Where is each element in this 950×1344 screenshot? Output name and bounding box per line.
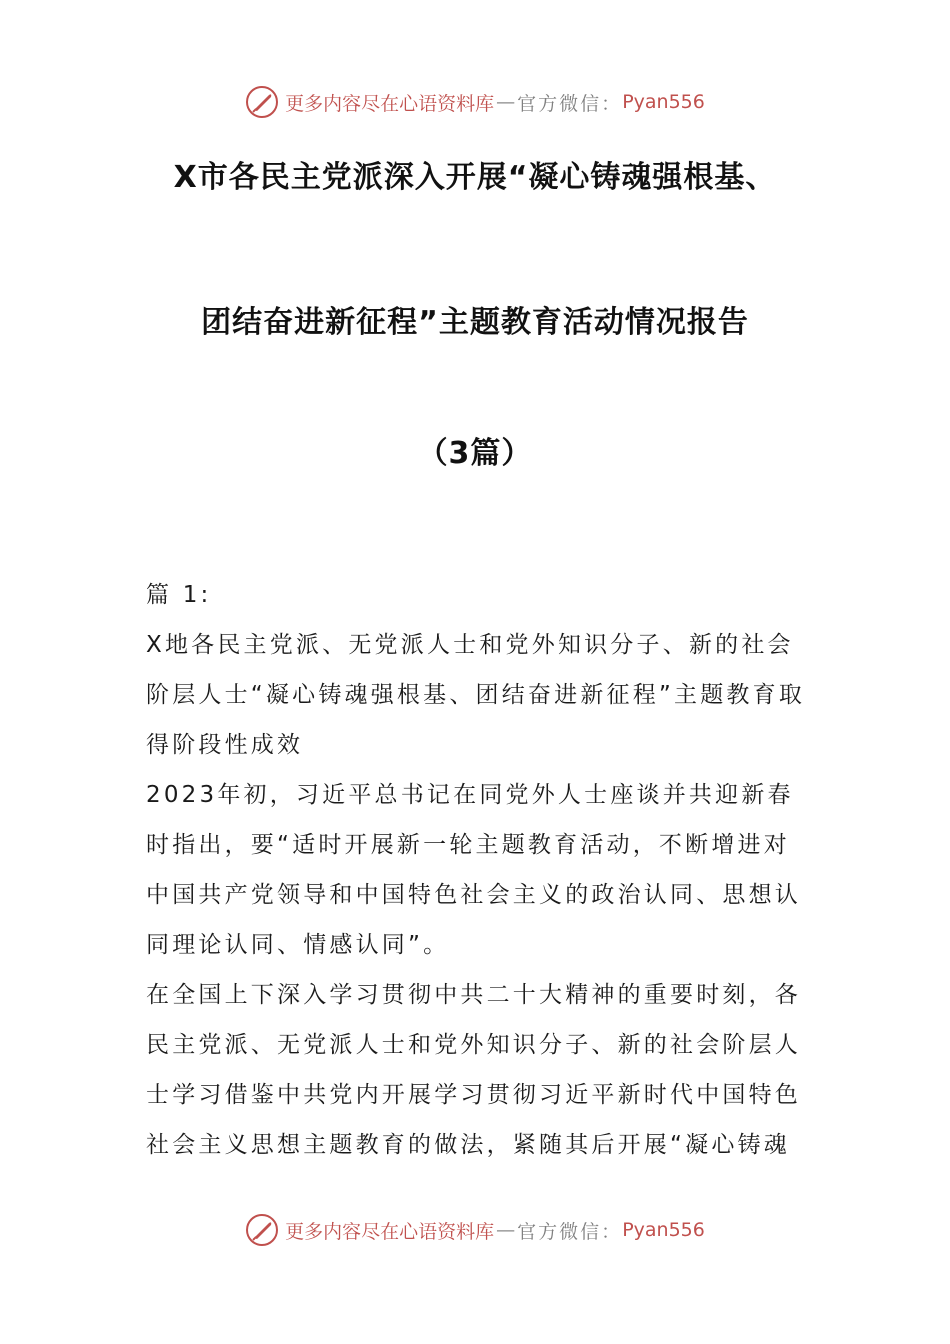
section-label: 篇 1: xyxy=(146,582,212,608)
document-title-line-2: 团结奋进新征程”主题教育活动情况报告 xyxy=(201,305,749,340)
body-paragraph-1: 2023年初，习近平总书记在同党外人士座谈并共迎新春时指出，要“适时开展新一轮主题教育活动，不断增进对中国共产党领导和中国特色社会主义的政治认同、思想认同理论认同、情感认同”。 xyxy=(146,782,801,958)
watermark-separator: — xyxy=(496,1219,516,1241)
watermark-separator: — xyxy=(496,91,516,113)
section-heading: X地各民主党派、无党派人士和党外知识分子、新的社会阶层人士“凝心铸魂强根基、团结奋进新征程”主题教育取得阶段性成效 xyxy=(146,632,806,758)
body-paragraph-2: 在全国上下深入学习贯彻中共二十大精神的重要时刻，各民主党派、无党派人士和党外知识分子、新的社会阶层人士学习借鉴中共党内开展学习贯彻习近平新时代中国特色社会主义思想主题教育的做法，紧随其后开展“凝心铸魂 xyxy=(146,982,801,1158)
header-watermark xyxy=(0,82,950,122)
document-title-line-3: （3篇） xyxy=(417,436,533,471)
quill-pen-logo-icon xyxy=(245,85,279,119)
footer-watermark xyxy=(0,1210,950,1250)
watermark-wechat-id: Pyan556 xyxy=(622,91,705,113)
watermark-label: 官方微信： xyxy=(517,1220,623,1243)
document-body xyxy=(146,570,810,1170)
watermark-label: 官方微信： xyxy=(517,92,623,115)
quill-pen-logo-icon xyxy=(245,1213,279,1247)
watermark-site-text: 更多内容尽在心语资料库 xyxy=(285,1220,495,1243)
watermark-wechat-id: Pyan556 xyxy=(622,1219,705,1241)
document-title-line-1: X市各民主党派深入开展“凝心铸魂强根基、 xyxy=(173,160,777,195)
watermark-site-text: 更多内容尽在心语资料库 xyxy=(285,92,495,115)
